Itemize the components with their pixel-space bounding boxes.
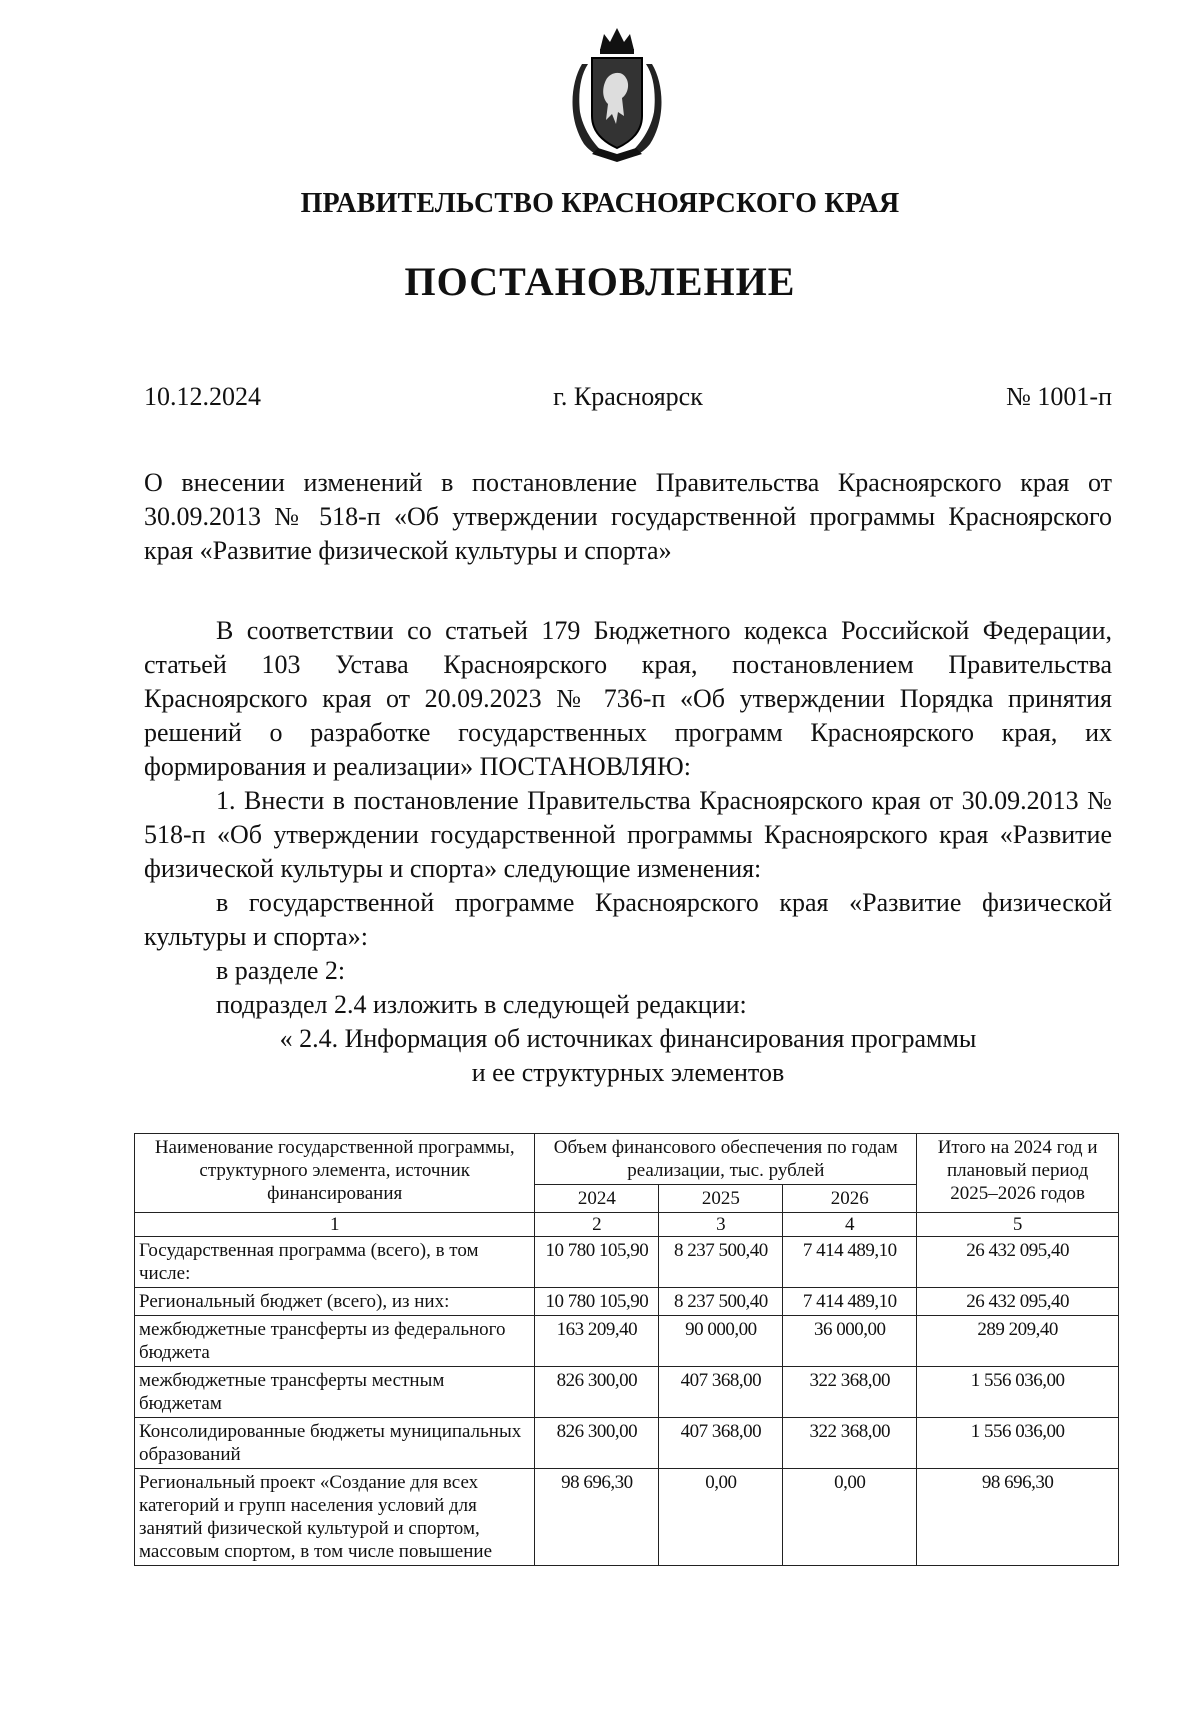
row-name: Государственная программа (всего), в том числе: [135, 1237, 535, 1288]
header-volume: Объем финансового обеспечения по годам реализации, тыс. рублей [535, 1134, 917, 1185]
subsection-line: подраздел 2.4 изложить в следующей редакции: [216, 990, 747, 1019]
row-value-2025: 0,00 [659, 1469, 783, 1566]
table-row [135, 1237, 1119, 1288]
table-title-line-1: « 2.4. Информация об источниках финансирования программы [279, 1024, 977, 1053]
document-number: № 1001-п [1006, 382, 1112, 411]
row-name: межбюджетные трансферты местным бюджетам [135, 1367, 535, 1418]
financing-table [134, 1133, 1119, 1566]
table-header-row [135, 1134, 1119, 1185]
table-row [135, 1469, 1119, 1566]
row-value-2025: 8 237 500,40 [659, 1237, 783, 1288]
row-value-2024: 826 300,00 [535, 1418, 659, 1469]
program-line: в государственной программе Красноярского края «Развитие физической культуры и спорта»: [144, 888, 1112, 951]
document-type: ПОСТАНОВЛЕНИЕ [404, 259, 796, 304]
row-total: 98 696,30 [917, 1469, 1119, 1566]
row-value-2026: 322 368,00 [783, 1367, 917, 1418]
row-total: 26 432 095,40 [917, 1288, 1119, 1316]
section-line: в разделе 2: [216, 956, 346, 985]
preamble-paragraph: В соответствии со статьей 179 Бюджетного кодекса Российской Федерации, статьей 103 Устава Красноярского края, постановлением Правительства Красноярского края от 20.09.2023 № 736-п «Об утверждении Порядка принятия решений о разработке государственных программ Красноярского края, их формирования и реализации» ПОСТАНОВЛЯЮ: [144, 616, 1112, 781]
row-value-2026: 322 368,00 [783, 1418, 917, 1469]
government-title: ПРАВИТЕЛЬСТВО КРАСНОЯРСКОГО КРАЯ [300, 188, 900, 219]
row-value-2026: 7 414 489,10 [783, 1237, 917, 1288]
document-city: г. Красноярск [553, 382, 703, 411]
row-value-2025: 407 368,00 [659, 1418, 783, 1469]
header-year-2025: 2025 [659, 1185, 783, 1213]
table-row [135, 1288, 1119, 1316]
row-total: 26 432 095,40 [917, 1237, 1119, 1288]
col-index: 2 [535, 1213, 659, 1237]
document-date: 10.12.2024 [144, 382, 261, 411]
row-name: межбюджетные трансферты из федерального бюджета [135, 1316, 535, 1367]
row-value-2025: 90 000,00 [659, 1316, 783, 1367]
header-year-2026: 2026 [783, 1185, 917, 1213]
row-value-2025: 8 237 500,40 [659, 1288, 783, 1316]
row-name: Консолидированные бюджеты муниципальных образований [135, 1418, 535, 1469]
row-value-2026: 0,00 [783, 1469, 917, 1566]
row-value-2024: 10 780 105,90 [535, 1237, 659, 1288]
header-name: Наименование государственной программы, структурного элемента, источник финансирования [135, 1134, 535, 1213]
row-value-2026: 36 000,00 [783, 1316, 917, 1367]
row-value-2025: 407 368,00 [659, 1367, 783, 1418]
item-1-paragraph: 1. Внести в постановление Правительства Красноярского края от 30.09.2013 № 518-п «Об утверждении государственной программы Красноярского края «Развитие физической культуры и спорта» следующие изменения: [144, 786, 1112, 883]
row-total: 289 209,40 [917, 1316, 1119, 1367]
document-subject: О внесении изменений в постановление Правительства Красноярского края от 30.09.2013 № 518-п «Об утверждении государственной программы Красноярского края «Развитие физической культуры и спорта» [144, 468, 1112, 565]
table-row [135, 1418, 1119, 1469]
header-total: Итого на 2024 год и плановый период 2025–2026 годов [917, 1134, 1119, 1213]
table-title-line-2: и ее структурных элементов [471, 1058, 785, 1087]
col-index: 5 [917, 1213, 1119, 1237]
coat-of-arms-emblem [562, 24, 672, 164]
table-index-row [135, 1213, 1119, 1237]
row-value-2024: 826 300,00 [535, 1367, 659, 1418]
col-index: 4 [783, 1213, 917, 1237]
row-total: 1 556 036,00 [917, 1367, 1119, 1418]
header-year-2024: 2024 [535, 1185, 659, 1213]
table-row [135, 1367, 1119, 1418]
col-index: 3 [659, 1213, 783, 1237]
row-value-2024: 163 209,40 [535, 1316, 659, 1367]
row-value-2024: 10 780 105,90 [535, 1288, 659, 1316]
row-total: 1 556 036,00 [917, 1418, 1119, 1469]
col-index: 1 [135, 1213, 535, 1237]
row-value-2026: 7 414 489,10 [783, 1288, 917, 1316]
row-name: Региональный бюджет (всего), из них: [135, 1288, 535, 1316]
document-body [144, 614, 1112, 1090]
row-value-2024: 98 696,30 [535, 1469, 659, 1566]
row-name: Региональный проект «Создание для всех категорий и групп населения условий для занятий физической культурой и спортом, массовым спортом, в том числе повышение [135, 1469, 535, 1566]
table-row [135, 1316, 1119, 1367]
